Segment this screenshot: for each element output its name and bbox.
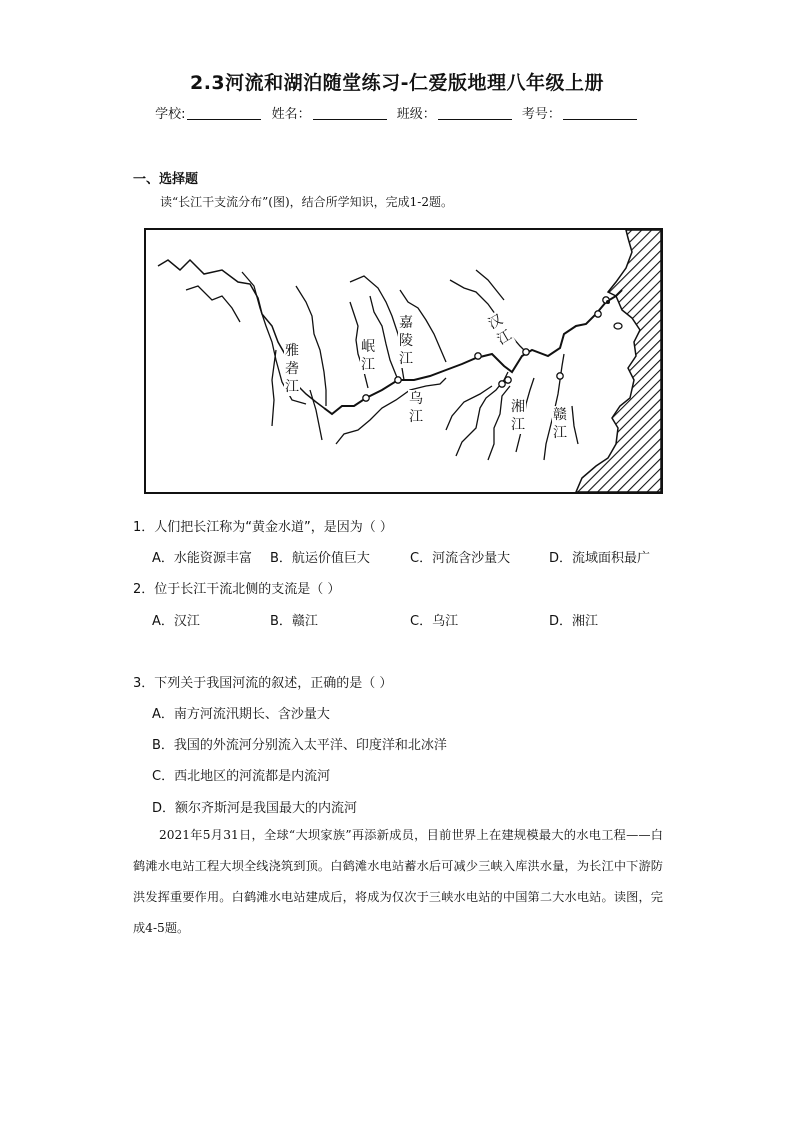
question-2-option-a[interactable]: A．汉江 bbox=[152, 614, 200, 629]
jialing-river-label: 嘉陵江 bbox=[399, 315, 413, 367]
question-3-option-b[interactable]: B．我国的外流河分别流入太平洋、印度洋和北冰洋 bbox=[152, 738, 447, 753]
lake-dot bbox=[557, 373, 563, 379]
gan-tributary bbox=[572, 406, 578, 444]
lake-dot bbox=[595, 311, 601, 317]
xiang-river-label: 湘江 bbox=[511, 399, 525, 433]
question-3-option-d[interactable]: D．额尔齐斯河是我国最大的内流河 bbox=[152, 801, 358, 816]
lake-dot bbox=[395, 377, 401, 383]
class-blank[interactable] bbox=[438, 107, 512, 120]
lake-dot bbox=[499, 381, 505, 387]
question-2-option-c[interactable]: C．乌江 bbox=[410, 614, 459, 629]
passage-text: 2021年5月31日，全球“大坝家族”再添新成员，目前世界上在建规模最大的水电工程——白鹤滩水电站工程大坝全线浇筑到顶。白鹤滩水电站蓄水后可减少三峡入库洪水量，为长江中下游防洪发挥重要作用。白鹤滩水电站建成后，将成为仅次于三峡水电站的中国第二大水电站。读图，完成4-5题。 bbox=[133, 828, 663, 935]
school-label: 学校: bbox=[155, 107, 186, 122]
yangtze-river-map bbox=[144, 228, 663, 494]
upper-tributary bbox=[186, 286, 240, 322]
lake-dot bbox=[475, 353, 481, 359]
lake-dot bbox=[505, 377, 511, 383]
question-3-option-c[interactable]: C．西北地区的河流都是内流河 bbox=[152, 769, 331, 784]
wu-river bbox=[336, 378, 446, 444]
page-title: 2.3河流和湖泊随堂练习-仁爱版地理八年级上册 bbox=[189, 72, 605, 94]
yalong-river-label: 雅砻江 bbox=[285, 343, 299, 395]
school-blank[interactable] bbox=[187, 107, 261, 120]
question-1-stem: 1．人们把长江称为“黄金水道”，是因为（ ） bbox=[133, 520, 393, 535]
question-1-option-d[interactable]: D．流域面积最广 bbox=[549, 551, 651, 566]
min-river-label: 岷江 bbox=[361, 339, 375, 373]
question-2-option-d[interactable]: D．湘江 bbox=[549, 614, 599, 629]
xiang-tributary bbox=[488, 386, 510, 460]
exam-number-blank[interactable] bbox=[563, 107, 637, 120]
lake-dot bbox=[363, 395, 369, 401]
question-3-option-a[interactable]: A．南方河流汛期长、含沙量大 bbox=[152, 707, 330, 722]
lake-dot bbox=[523, 349, 529, 355]
gan-river-label: 赣江 bbox=[553, 407, 567, 441]
wu-river-label: 乌江 bbox=[409, 391, 423, 425]
question-2-stem: 2．位于长江干流北侧的支流是（ ） bbox=[133, 582, 341, 597]
sea-area bbox=[576, 230, 661, 492]
yuan-river bbox=[446, 386, 492, 430]
intro-text: 读“长江干支流分布”(图)，结合所学知识，完成1-2题。 bbox=[160, 195, 453, 209]
island bbox=[614, 323, 622, 329]
yalong-tributary bbox=[272, 350, 276, 426]
han-river-label: 汉江 bbox=[485, 311, 515, 349]
question-1-option-a[interactable]: A．水能资源丰富 bbox=[152, 551, 252, 566]
student-info-line bbox=[0, 103, 794, 122]
name-label: 姓名： bbox=[271, 107, 311, 122]
question-1-option-b[interactable]: B．航运价值巨大 bbox=[270, 551, 370, 566]
class-label: 班级： bbox=[396, 107, 436, 122]
question-1-option-c[interactable]: C．河流含沙量大 bbox=[410, 551, 511, 566]
exam-number-label: 考号： bbox=[521, 107, 561, 122]
question-3-stem: 3．下列关于我国河流的叙述，正确的是（ ） bbox=[133, 676, 393, 691]
question-2-option-b[interactable]: B．赣江 bbox=[270, 614, 318, 629]
section-title: 一、选择题 bbox=[133, 172, 199, 187]
dadu-lower bbox=[310, 390, 322, 440]
lake-dot bbox=[606, 300, 610, 304]
name-blank[interactable] bbox=[313, 107, 387, 120]
